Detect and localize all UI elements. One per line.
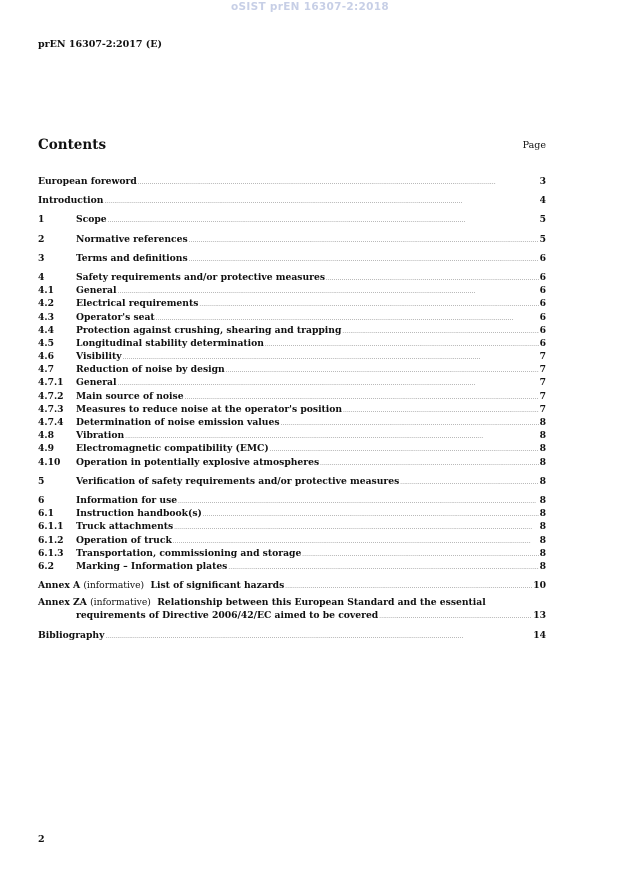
toc-entry-number: 4.1 [38,285,54,297]
toc-entry-number: 4.2 [38,298,54,310]
toc-entry-page: 5 [539,214,546,226]
toc-entry-page: 7 [539,351,546,363]
toc-entry-page: 8 [539,417,546,428]
toc-entry-number: 4.7.4 [38,417,64,428]
toc-entry-title: Safety requirements and/or protective measures [76,271,325,283]
toc-entry-page: 7 [539,390,546,402]
toc-entry-page: 8 [539,443,546,455]
toc-entry-title: Longitudinal stability determination [76,337,264,349]
toc-entry-number: 4.10 [38,456,61,468]
annex-za-kind: (informative) [90,597,151,609]
toc-entry-title: Operation in potentially explosive atmospheres [76,456,320,468]
toc-entry-page: 6 [539,324,546,336]
toc-entry-number: 4.8 [38,430,54,442]
toc-entry-number: 6.1.1 [38,521,64,533]
bibliography-title: Bibliography [38,629,105,641]
toc-entry-page: 8 [539,475,546,487]
toc-leader-dots [189,252,539,267]
toc-annex-za-cont[interactable] [38,609,546,622]
toc-entry-title: Visibility [76,351,122,363]
toc-entry-number: 4.7 [38,364,54,376]
toc-entry-number: 5 [38,475,45,487]
toc-entry[interactable] [38,475,546,488]
toc-entry[interactable] [38,442,546,455]
toc-entry-page: 6 [539,337,546,349]
toc-entry[interactable] [38,534,546,547]
toc-entry[interactable] [38,284,546,297]
toc-entry-number: 4.6 [38,351,54,363]
toc-entry[interactable] [38,297,546,310]
toc-entry[interactable] [38,547,546,560]
toc-entry-page: 8 [539,456,546,468]
bibliography-page: 14 [533,629,546,641]
annex-a-title: List of significant hazards [150,580,285,592]
toc-entry-title: Scope [76,214,107,226]
toc-entry-title: General [76,285,117,297]
toc-entry-title: Reduction of noise by design [76,364,225,376]
toc-entry[interactable] [38,252,546,265]
toc-entry-page: 6 [539,252,546,264]
toc-entry-title: Vibration [76,430,125,442]
toc-leader-dots [400,475,538,490]
toc-entry-page: 7 [539,364,546,376]
toc-leader-dots [138,175,539,190]
toc-entry-page: 6 [539,298,546,310]
toc-entry[interactable] [38,376,546,389]
toc-entry-number: 6.1.3 [38,547,64,559]
annex-za-label: Annex ZA [38,597,87,609]
toc-annex-za[interactable] [38,596,546,609]
toc-entry-number: 3 [38,252,45,264]
annex-za-title-line2: requirements of Directive 2006/42/EC aimed to be covered [76,610,379,622]
toc-entry-title: Truck attachments [76,521,174,533]
toc-entry[interactable] [38,520,546,533]
toc-leader-dots [104,194,538,209]
toc-leader-dots [189,233,539,248]
watermark: oSIST prEN 16307-2:2018 [231,1,389,13]
toc-bibliography[interactable] [38,629,546,642]
toc-entry-page: 8 [539,521,546,533]
toc-entry-title: European foreword [38,176,137,187]
toc-entry-page: 7 [539,377,546,389]
toc-entry-page: 5 [539,233,546,245]
toc-annex-a[interactable] [38,579,546,592]
toc-entry-page: 6 [539,285,546,297]
toc-entry-page: 4 [539,195,546,207]
toc-entry-number: 4.7.1 [38,377,64,389]
table-of-contents [38,175,546,642]
toc-leader-dots [320,456,538,471]
document-id: prEN 16307-2:2017 (E) [38,39,162,50]
toc-entry-number: 4.7.2 [38,390,64,402]
toc-entry-number: 4.4 [38,324,54,336]
page-column-label: Page [522,140,546,151]
toc-entry-title: Terms and definitions [76,252,188,264]
toc-entry[interactable] [38,456,546,469]
toc-entry-title: Main source of noise [76,390,184,402]
toc-entry-title: Electrical requirements [76,298,199,310]
toc-entry-number: 6.1 [38,508,54,520]
toc-entry-number: 4.7.3 [38,403,64,415]
toc-entry[interactable] [38,390,546,403]
toc-entry[interactable] [38,271,546,284]
toc-entry-title: Electromagnetic compatibility (EMC) [76,443,269,455]
toc-entry-page: 8 [539,430,546,442]
toc-entry[interactable] [38,324,546,337]
annex-za-page: 13 [533,610,546,622]
annex-a-label: Annex A [38,580,81,592]
toc-entry-number: 4 [38,271,45,283]
toc-entry-page: 8 [539,547,546,559]
toc-entry-number: 6 [38,494,45,506]
toc-entry[interactable] [38,175,546,188]
page-number: 2 [38,834,45,845]
toc-entry[interactable] [38,194,546,207]
toc-entry-number: 6.1.2 [38,534,64,546]
toc-leader-dots [108,213,539,228]
toc-entry-title: Operation of truck [76,534,172,546]
toc-entry-title: General [76,377,117,389]
annex-za-title-line1: Relationship between this European Standard and the essential [157,597,486,609]
toc-entry-number: 1 [38,214,45,226]
toc-entry[interactable] [38,311,546,324]
toc-entry[interactable] [38,350,546,363]
toc-entry-title: Marking – Information plates [76,560,228,572]
toc-leader-dots [228,560,538,575]
toc-entry-page: 8 [539,534,546,546]
toc-entry[interactable] [38,213,546,226]
toc-entry-title: Measures to reduce noise at the operator's position [76,403,343,415]
toc-entry[interactable] [38,337,546,350]
toc-entry-page: 7 [539,403,546,415]
toc-entry[interactable] [38,233,546,246]
toc-entry[interactable] [38,416,546,429]
toc-entry-title: Introduction [38,195,104,207]
toc-entry-title: Information for use [76,494,178,506]
toc-entry-page: 8 [539,508,546,520]
contents-heading: Contents [38,137,107,153]
toc-entry[interactable] [38,363,546,376]
toc-entry-page: 8 [539,560,546,572]
toc-entry[interactable] [38,429,546,442]
toc-entry-title: Operator's seat [76,311,155,323]
toc-entry-number: 6.2 [38,560,54,572]
toc-entry-title: Protection against crushing, shearing and trapping [76,324,342,336]
toc-entry-title: Determination of noise emission values [76,417,280,428]
toc-entry-page: 8 [539,494,546,506]
toc-entry-title: Instruction handbook(s) [76,508,202,520]
toc-entry-page: 6 [539,271,546,283]
toc-entry-number: 2 [38,233,45,245]
annex-a-page: 10 [533,580,546,592]
toc-entry-title: Verification of safety requirements and/or protective measures [76,475,400,487]
toc-entry[interactable] [38,494,546,507]
toc-entry-number: 4.3 [38,311,54,323]
toc-entry[interactable] [38,507,546,520]
toc-entry-page: 6 [539,311,546,323]
toc-entry-title: Transportation, commissioning and storage [76,547,302,559]
toc-entry-title: Normative references [76,233,188,245]
toc-entry-page: 3 [539,176,546,187]
toc-entry[interactable] [38,560,546,573]
toc-entry-number: 4.5 [38,337,54,349]
toc-entry-number: 4.9 [38,443,54,455]
annex-a-kind: (informative) [83,580,145,592]
toc-entry[interactable] [38,403,546,416]
